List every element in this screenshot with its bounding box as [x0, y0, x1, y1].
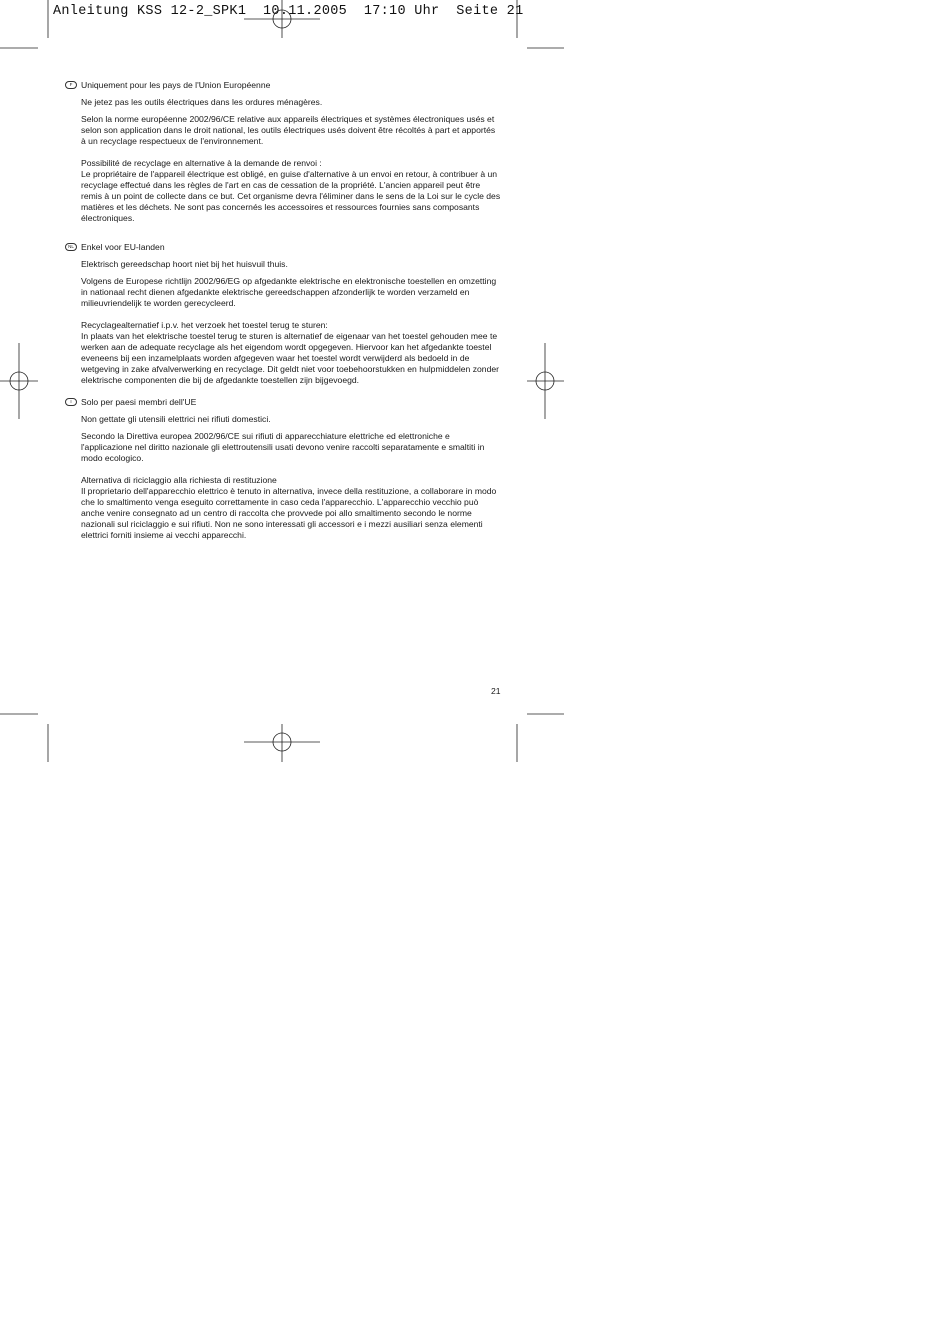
page-number: 21 [491, 686, 501, 696]
paragraph: Ne jetez pas les outils électriques dans les ordures ménagères. [81, 97, 323, 107]
paragraph: In plaats van het elektrische toestel terug te sturen is alternatief de eigenaar van het toestel gehouden mee te werken aan de adequate recyclage als het eigendom wordt opgegeven. Hiervoor kan het afgedankte toestel eveneens bij een inzamelplaats worden afgegeven waar het toestel wordt verwijderd als bedoeld in de wetgeving in zake afvalverwerking en recyclage. Dit geldt niet voor toebehoorstukken en hulpmiddelen zonder elektrische componenten die bij de afgedankte toestellen zijn bijgevoegd. [81, 330, 499, 385]
paragraph: Volgens de Europese richtlijn 2002/96/EG op afgedankte elektrische en elektronische toestellen en omzetting in nationaal recht dienen afgedankte elektrische gereedschappen afzonderlijk te worden verzameld en milieuvriendelijk te worden gerecycleerd. [81, 275, 497, 308]
section-french [69, 80, 501, 229]
section-title: Solo per paesi membri dell'UE [81, 397, 197, 407]
paragraph: Elektrisch gereedschap hoort niet bij het huisvuil thuis. [81, 259, 288, 269]
section-title: Uniquement pour les pays de l'Union Européenne [81, 80, 271, 90]
language-badge-fr: F [65, 81, 77, 89]
paragraph: Selon la norme européenne 2002/96/CE relative aux appareils électriques et systèmes électroniques usés et selon son application dans le droit national, les outils électriques usés doivent être récoltés à part et apportés à un recyclage respectueux de l'environnement. [81, 113, 496, 146]
paragraph: Non gettate gli utensili elettrici nei rifiuti domestici. [81, 414, 271, 424]
paragraph: Il proprietario dell'apparecchio elettrico è tenuto in alternativa, invece della restituzione, a collaborare in modo che lo smaltimento venga eseguito correttamente in caso ceda l'apparecchio. L'apparecchio vecchio può anche venire consegnato ad un centro di raccolta che provvede poi allo smaltimento secondo le norme nazionali sul riciclaggio e sui rifiuti. Non ne sono interessati gli accessori e i mezzi ausiliari senza elementi elettrici forniti insieme ai vecchi apparecchi. [81, 485, 497, 540]
paragraph-heading: Possibilité de recyclage en alternative à la demande de renvoi : [81, 157, 322, 168]
print-slug-header: Anleitung KSS 12-2_SPK1 10.11.2005 17:10 Uhr Seite 21 [53, 4, 524, 19]
language-badge-it: I [65, 398, 77, 406]
section-italian [70, 397, 501, 546]
paragraph: Secondo la Direttiva europea 2002/96/CE sui rifiuti di apparecchiature elettriche ed elettroniche e l'applicazione nel diritto nazionale gli elettroutensili usati devono venire raccolti separatamente e smaltiti in modo ecologico. [81, 430, 485, 463]
section-title: Enkel voor EU-landen [81, 242, 165, 252]
language-badge-nl: NL [65, 243, 77, 251]
paragraph-heading: Alternativa di riciclaggio alla richiesta di restituzione [81, 474, 277, 485]
paragraph: Le propriétaire de l'appareil électrique est obligé, en guise d'alternative à un envoi en retour, à contribuer à un recyclage effectué dans les règles de l'art en cas de cessation de la propriété. L'ancien appareil peut être remis à un point de collecte dans ce but. Cet organisme devra l'éliminer dans le sens de la Loi sur le cycle des matières et les déchets. Ne sont pas concernés les accessoires et ressources fournies sans composants électroniques. [81, 168, 501, 223]
paragraph-heading: Recyclagealternatief i.p.v. het verzoek het toestel terug te sturen: [81, 319, 328, 330]
section-dutch [68, 242, 501, 391]
